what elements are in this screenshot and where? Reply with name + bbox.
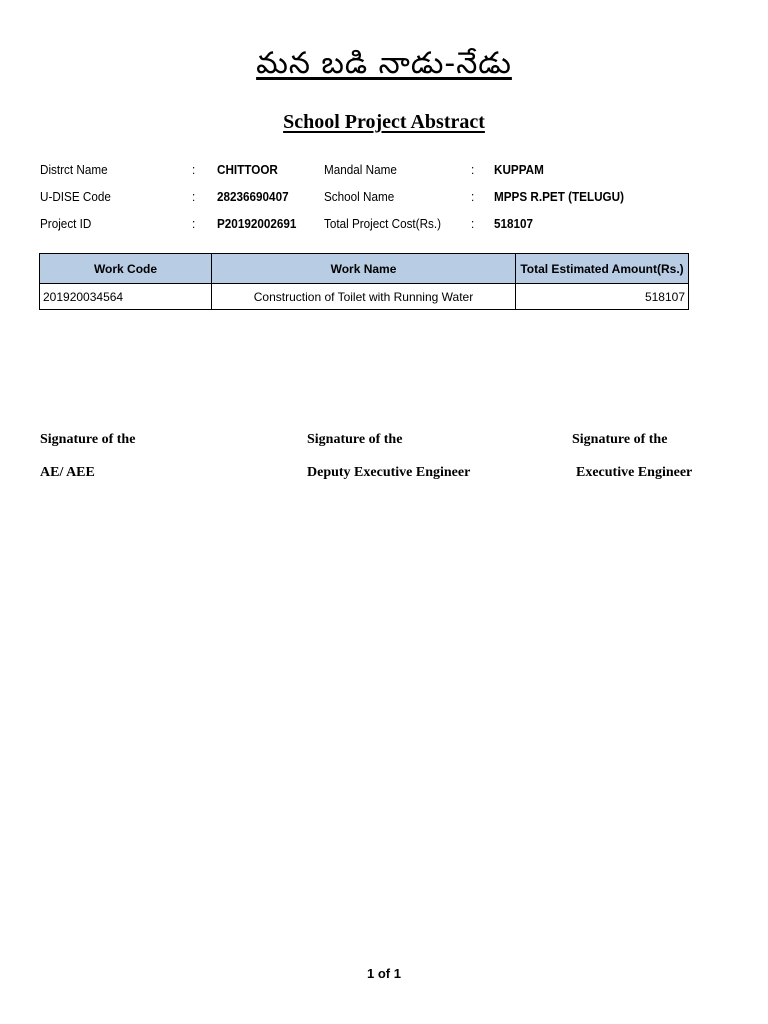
- page-subtitle: School Project Abstract: [283, 111, 485, 133]
- work-code-cell: 201920034564: [40, 284, 212, 310]
- page-number: 1 of 1: [367, 966, 401, 981]
- project-id-label: Project ID: [40, 216, 92, 231]
- udise-value: 28236690407: [217, 189, 289, 204]
- separator: :: [471, 162, 475, 177]
- signature-role-dee: Deputy Executive Engineer: [307, 465, 471, 480]
- table-row: [40, 284, 689, 310]
- column-header-work-name: Work Name: [212, 254, 516, 284]
- project-id-value: P20192002691: [217, 216, 297, 231]
- district-label: Distrct Name: [40, 162, 108, 177]
- table-header-row: [40, 254, 689, 284]
- district-value: CHITTOOR: [217, 162, 278, 177]
- signature-role-ee: Executive Engineer: [576, 465, 693, 480]
- separator: :: [471, 216, 475, 231]
- cost-label: Total Project Cost(Rs.): [324, 216, 442, 231]
- work-name-cell: Construction of Toilet with Running Water: [212, 284, 516, 310]
- amount-cell: 518107: [516, 284, 689, 310]
- separator: :: [192, 216, 196, 231]
- mandal-value: KUPPAM: [494, 162, 544, 177]
- cost-value: 518107: [494, 216, 534, 231]
- column-header-work-code: Work Code: [40, 254, 212, 284]
- signature-prefix-right: Signature of the: [572, 432, 668, 447]
- school-label: School Name: [324, 189, 395, 204]
- signature-role-ae: AE/ AEE: [40, 465, 95, 480]
- school-value: MPPS R.PET (TELUGU): [494, 189, 625, 204]
- separator: :: [192, 189, 196, 204]
- signature-prefix-middle: Signature of the: [307, 432, 403, 447]
- column-header-amount: Total Estimated Amount(Rs.): [516, 254, 689, 284]
- telugu-title: మన బడి నాడు-నేడు: [256, 46, 512, 81]
- works-table: [39, 253, 689, 310]
- separator: :: [471, 189, 475, 204]
- separator: :: [192, 162, 196, 177]
- mandal-label: Mandal Name: [324, 162, 397, 177]
- signature-prefix-left: Signature of the: [40, 432, 136, 447]
- udise-label: U-DISE Code: [40, 189, 111, 204]
